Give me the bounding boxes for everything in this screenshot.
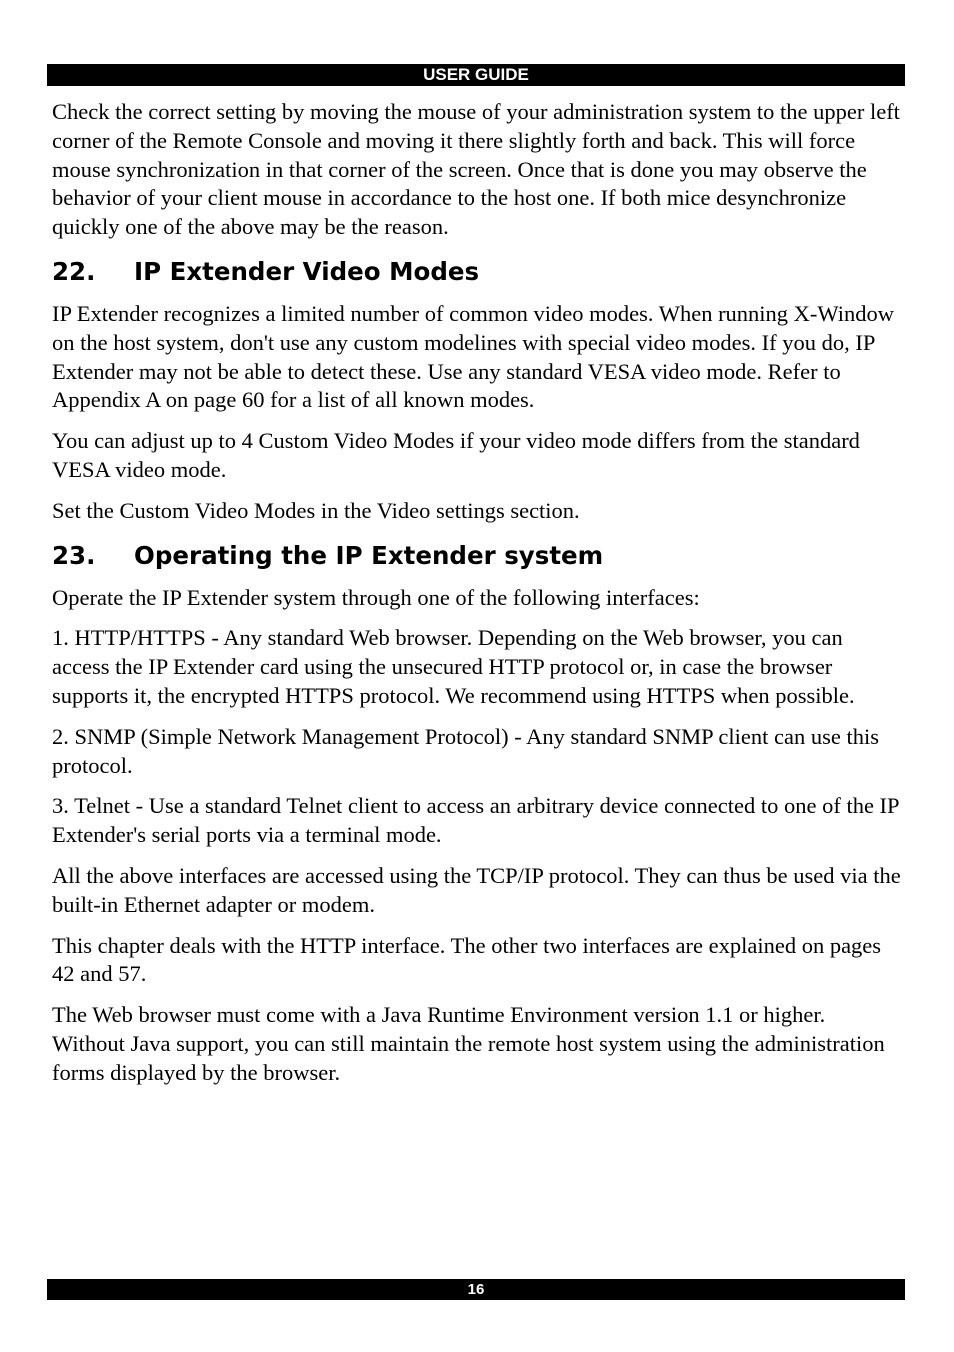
- header-title: USER GUIDE: [423, 65, 529, 84]
- paragraph: The Web browser must come with a Java Runtime Environment version 1.1 or higher. Without Java support, you can still maintain the remote host system using the administration forms displayed by the browser.: [52, 1002, 885, 1085]
- intro-paragraph: Check the correct setting by moving the mouse of your administration system to the upper left corner of the Remote Console and moving it there slightly forth and back. This will force mouse synchronization in that corner of the screen. Once that is done you may observe the behavior of your client mouse in accordance to the host one. If both mice desynchronize quickly one of the above may be the reason.: [52, 99, 900, 240]
- paragraph: Set the Custom Video Modes in the Video settings section.: [52, 497, 580, 523]
- section-heading-22: [52, 254, 902, 290]
- page-footer-bar: [47, 1279, 905, 1300]
- paragraph: 2. SNMP (Simple Network Management Protocol) - Any standard SNMP client can use this protocol.: [52, 723, 879, 778]
- paragraph: Operate the IP Extender system through one of the following interfaces:: [52, 584, 700, 610]
- page-header-bar: [47, 64, 905, 86]
- paragraph: IP Extender recognizes a limited number of common video modes. When running X-Window on the host system, don't use any custom modelines with special video modes. If you do, IP Extender may not be able to detect these. Use any standard VESA video mode. Refer to Appendix A on page 60 for a list of all known modes.: [52, 300, 895, 413]
- paragraph: You can adjust up to 4 Custom Video Modes if your video mode differs from the standard VESA video mode.: [52, 428, 860, 482]
- paragraph: All the above interfaces are accessed using the TCP/IP protocol. They can thus be used via the built-in Ethernet adapter or modem.: [52, 862, 901, 917]
- paragraph: This chapter deals with the HTTP interface. The other two interfaces are explained on pages 42 and 57.: [52, 932, 882, 987]
- paragraph: 3. Telnet - Use a standard Telnet client to access an arbitrary device connected to one of the IP Extender's serial ports via a terminal mode.: [52, 793, 899, 848]
- page-content: [52, 98, 902, 1100]
- section-number: 23.: [52, 540, 96, 570]
- section-heading-23: [52, 538, 902, 574]
- section-title: Operating the IP Extender system: [134, 540, 604, 570]
- section-title: IP Extender Video Modes: [134, 256, 480, 286]
- section-number: 22.: [52, 256, 96, 286]
- paragraph: 1. HTTP/HTTPS - Any standard Web browser. Depending on the Web browser, you can access the IP Extender card using the unsecured HTTP protocol or, in case the browser supports it, the encrypted HTTPS protocol. We recommend using HTTPS when possible.: [52, 625, 855, 708]
- page-number: 16: [467, 1281, 485, 1298]
